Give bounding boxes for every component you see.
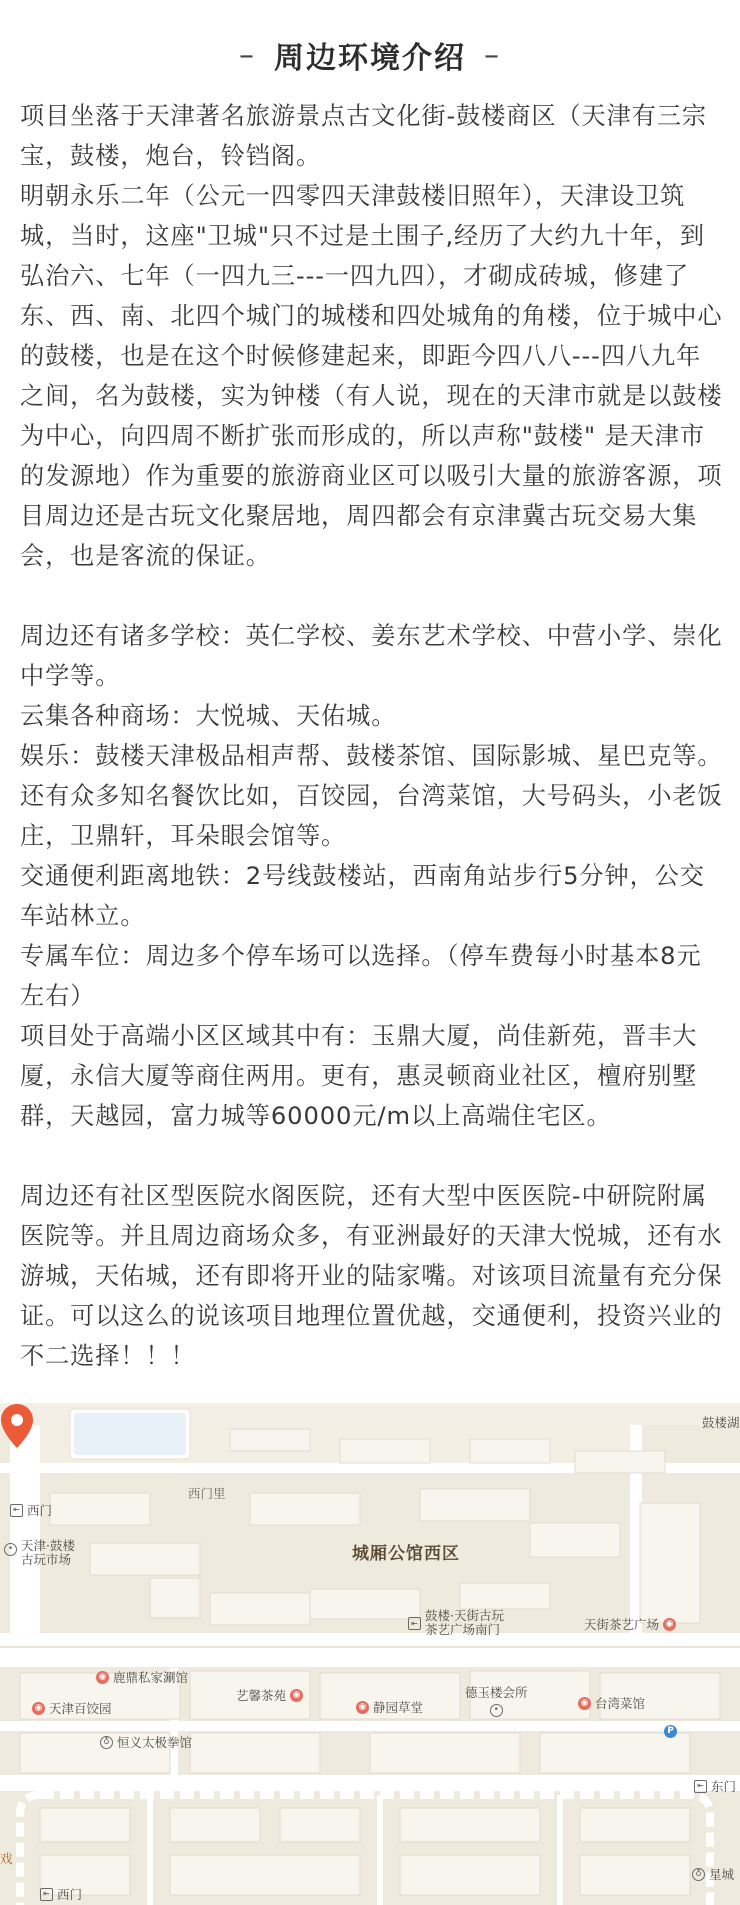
map-label-text: 鼓楼湖 xyxy=(702,1415,740,1430)
paragraph-location: 项目坐落于天津著名旅游景点古文化街-鼓楼商区（天津有三宗宝，鼓楼，炮台，铃铛阁。 xyxy=(20,102,707,170)
location-pin-icon[interactable] xyxy=(0,1403,34,1449)
parking-marker[interactable] xyxy=(664,1725,677,1738)
paragraph-gap xyxy=(20,1136,724,1176)
map-label-tianjie-tea-square[interactable] xyxy=(584,1615,676,1633)
map-label-deyu-club[interactable] xyxy=(465,1683,528,1717)
paragraph-gap xyxy=(20,576,724,616)
restaurant-icon: ◉ xyxy=(663,1618,676,1631)
map-label-gulou-lake[interactable] xyxy=(702,1413,740,1431)
map-label-text: 静园草堂 xyxy=(373,1700,424,1715)
map-label-text: 恒义太极拳馆 xyxy=(117,1735,193,1750)
restaurant-icon: ◉ xyxy=(290,1689,303,1702)
map-label-edge: 戏 xyxy=(0,1851,13,1866)
map-label-yixin-teahouse[interactable] xyxy=(236,1686,303,1704)
map-label-text: 天津·鼓楼 xyxy=(21,1538,75,1553)
map-label-text: 星城 xyxy=(709,1867,735,1882)
map-label-text: 西门 xyxy=(57,1887,83,1902)
poi-dot-icon: • xyxy=(490,1704,503,1717)
paragraph-schools: 周边还有诸多学校：英仁学校、姜东艺术学校、中营小学、崇化中学等。 xyxy=(20,622,723,690)
map-label-text: 天津百饺园 xyxy=(49,1701,112,1716)
map-label-ximen-bottom[interactable] xyxy=(40,1885,82,1903)
map-label-ximen-top[interactable] xyxy=(10,1501,52,1519)
door-exit-icon: ⇤ xyxy=(408,1617,421,1630)
map-label-taiwan-restaurant[interactable] xyxy=(578,1694,645,1712)
paragraph-entertainment: 娱乐：鼓楼天津极品相声帮、鼓楼茶馆、国际影城、星巴克等。还有众多知名餐饮比如，百饺园，台湾菜馆，大号码头，小老饭庄，卫鼎轩，耳朵眼会馆等。 xyxy=(20,742,723,850)
location-map[interactable] xyxy=(0,1403,740,1905)
map-label-text: 古玩市场 xyxy=(21,1552,72,1567)
door-exit-icon: ⇤ xyxy=(694,1780,707,1793)
restaurant-icon: ◉ xyxy=(578,1697,591,1710)
map-label-taiji-hall[interactable] xyxy=(100,1733,192,1751)
parking-icon: P xyxy=(664,1725,677,1738)
paragraph-parking: 专属车位：周边多个停车场可以选择。（停车费每小时基本8元左右） xyxy=(20,942,702,1010)
map-label-dongmen[interactable] xyxy=(694,1777,736,1795)
restaurant-icon: ◉ xyxy=(32,1702,45,1715)
poi-dot-icon: ♁ xyxy=(100,1736,113,1749)
map-label-text: 艺馨茶苑 xyxy=(236,1688,287,1703)
restaurant-icon: ◉ xyxy=(356,1701,369,1714)
paragraph-malls: 云集各种商场：大悦城、天佑城。 xyxy=(20,702,397,730)
map-label-text: 西门 xyxy=(27,1503,53,1518)
road-label-ximenli: 西门里 xyxy=(188,1486,226,1501)
map-label-text: 天街茶艺广场 xyxy=(584,1617,660,1632)
door-exit-icon: ⇤ xyxy=(10,1504,23,1517)
intro-text xyxy=(20,96,724,1376)
map-label-tea-square-south-gate[interactable] xyxy=(408,1609,504,1637)
map-label-text: 台湾菜馆 xyxy=(595,1696,646,1711)
map-label-xingcheng[interactable] xyxy=(692,1865,734,1883)
section-title xyxy=(0,30,740,80)
map-label-text: 茶艺广场南门 xyxy=(425,1622,501,1637)
map-label-text: 鹿鼎私家涮馆 xyxy=(113,1670,189,1685)
title-left-dash: – xyxy=(239,37,256,73)
paragraph-history: 明朝永乐二年（公元一四零四天津鼓楼旧照年），天津设卫筑城，当时，这座"卫城"只不过是土围子,经历了大约九十年，到弘治六、七年（一四九三---一四九四），才砌成砖城，修建了东、西、南、北四个城门的城楼和四处城角的角楼，位于城中心的鼓楼，也是在这个时候修建起来，即距今四八八---四八九年之间，名为鼓楼，实为钟楼（有人说，现在的天津市就是以鼓楼为中心，向四周不断扩张而形成的，所以声称"鼓楼" 是天津市的发源地）作为重要的旅游商业区可以吸引大量的旅游客源，项目周边还是古玩文化聚居地，周四都会有京津冀古玩交易大集会，也是客流的保证。 xyxy=(20,182,723,570)
map-label-text: 鼓楼·天街古玩 xyxy=(425,1608,504,1623)
poi-dot-icon: ♁ xyxy=(692,1868,705,1881)
map-label-text: 东门 xyxy=(711,1779,737,1794)
paragraph-transport: 交通便利距离地铁：2号线鼓楼站，西南角站步行5分钟，公交车站林立。 xyxy=(20,862,705,930)
map-label-antique-market[interactable] xyxy=(4,1539,75,1567)
map-base xyxy=(0,1403,740,1905)
map-label-baijiaoyuan[interactable] xyxy=(32,1699,112,1717)
title-right-dash: – xyxy=(484,37,501,73)
map-label-text: 德玉楼会所 xyxy=(465,1685,528,1700)
poi-dot-icon: • xyxy=(4,1543,17,1556)
door-exit-icon: ⇤ xyxy=(40,1888,53,1901)
map-label-jingyuan-caotang[interactable] xyxy=(356,1698,423,1716)
district-label: 城厢公馆西区 xyxy=(352,1544,460,1564)
section-title-text: 周边环境介绍 xyxy=(274,41,466,76)
restaurant-icon: ◉ xyxy=(96,1671,109,1684)
paragraph-residential: 项目处于高端小区区域其中有：玉鼎大厦，尚佳新苑，晋丰大厦，永信大厦等商住两用。更有，惠灵顿商业社区，檀府别墅群，天越园，富力城等60000元/m以上高端住宅区。 xyxy=(20,1022,698,1130)
paragraph-hospitals: 周边还有社区型医院水阁医院，还有大型中医医院-中研院附属医院等。并且周边商场众多，有亚洲最好的天津大悦城，还有水游城，天佑城，还有即将开业的陆家嘴。对该项目流量有充分保证。可以这么的说该项目地理位置优越，交通便利，投资兴业的不二选择！！！ xyxy=(20,1182,723,1370)
map-label-luding-restaurant[interactable] xyxy=(96,1668,188,1686)
